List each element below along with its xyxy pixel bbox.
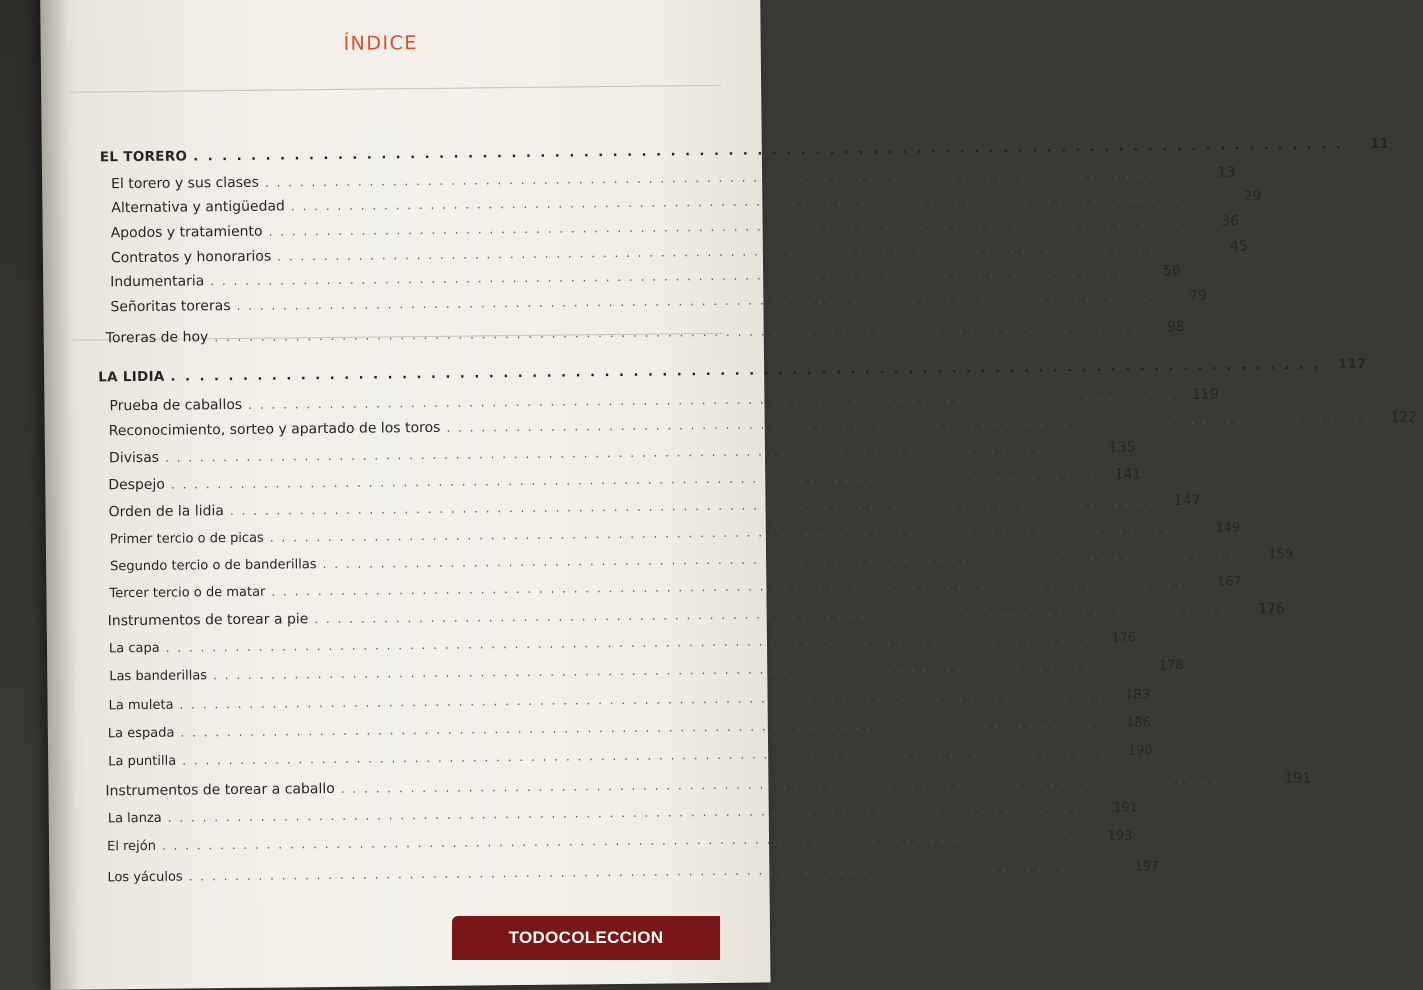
toc-page-number: 193 [1107,828,1133,844]
toc-entry [109,574,1242,602]
toc-page-number: 159 [1268,546,1294,563]
toc-entry [107,601,1285,630]
toc-entry [110,238,1248,267]
toc-entry-title: La puntilla [108,753,177,770]
toc-entry-title: Alternativa y antigüedad [111,198,285,217]
divider [69,85,721,93]
toc-entry-title: La lanza [107,810,162,827]
toc-entry [108,630,1137,657]
toc-entry [107,715,1151,742]
toc-entry-title: La espada [107,725,175,742]
dot-leader: . . . . . . . . . . . . . . . . . . . . . . . . . . . . . . . . . . . . . . . . . . . . . . . . . . . . . . . . . . . . . . . . . . . . . . . . . . . . . . . . [170,357,1321,385]
dot-leader: . . . . . . . . . . . . . . . . . . . . . . . . . . . . . . . . . . . . . . . . . . . . . . . . . . . . . . . . . . . . . . . . . . . . . . . . . . . . . . . . [236,289,1162,313]
toc-entry-title: Orden de la lidia [108,503,225,521]
toc-page-number: 176 [1257,601,1285,618]
toc-entry-title: Prueba de caballos [109,396,243,415]
toc-entry-title: Toreras de hoy [105,329,209,347]
dot-leader: . . . . . . . . . . . . . . . . . . . . . . . . . . . . . . . . . . . . . . . . . . . . . . . . . . . . . . . . . . . . . . . . . . . . . . . . . . . . . . . . [229,494,1155,519]
toc-entry [108,492,1201,521]
toc-entry [109,520,1241,548]
toc-entry-title: El rejón [107,838,156,855]
toc-entry-title: Indumentaria [110,273,205,291]
dot-leader: . . . . . . . . . . . . . . . . . . . . . . . . . . . . . . . . . . . . . . . . . . . . . . . . . . . . . . . . . . . . . . . . . . . . . . . . . . . . . . . . [193,137,1344,165]
toc-entry [110,263,1181,291]
toc-entry [111,164,1236,193]
toc-entry [108,466,1142,494]
toc-page-number: 147 [1173,492,1201,510]
dot-leader: . . . . . . . . . . . . . . . . . . . . . . . . . . . . . . . . . . . . . . . . . . . . . . . . . . . . . . . . . . . . . . . . . . . . . . . . . . . . . . . . [179,687,1105,712]
dot-leader: . . . . . . . . . . . . . . . . . . . . . . . . . . . . . . . . . . . . . . . . . . . . . . . . . . . . . . . . . . . . . . . . . . . . . . . . . . . . . . . . [271,574,1196,599]
toc-page-number: 197 [1134,859,1160,875]
toc-entry [109,658,1184,685]
toc-entry-title: La muleta [108,697,174,714]
toc-page-number: 167 [1216,574,1242,590]
toc-entry-title: EL TORERO [99,148,188,166]
toc-entry-title: Instrumentos de torear a caballo [105,780,335,800]
dot-leader: . . . . . . . . . . . . . . . . . . . . . . . . . . . . . . . . . . . . . . . . . . . . . . . . . . . . . . . . . . . . . . . . . . . . . . . . . . . . . . . . [269,520,1195,545]
toc-page-number: 191 [1113,800,1139,816]
toc-entry [105,770,1312,800]
dot-leader: . . . . . . . . . . . . . . . . . . . . . . . . . . . . . . . . . . . . . . . . . . . . . . . . . . . . . . . . . . . . . . . . . . . . . . . . . . . . . . . . [264,165,1190,190]
dot-leader: . . . . . . . . . . . . . . . . . . . . . . . . . . . . . . . . . . . . . . . . . . . . . . . . . . . . . . . . . . . . . . . . . . . . . . . . . . . . . . . . [248,388,1173,412]
toc-page-number: 119 [1191,386,1219,403]
toc-entry [107,828,1133,855]
toc-page-number: 149 [1215,520,1241,536]
toc-page-number: 56 [1162,263,1181,280]
toc-page-number: 29 [1243,188,1262,205]
toc-entry-title: Segundo tercio o de banderillas [110,557,317,575]
toc-page-number: 191 [1284,770,1312,788]
toc-page-number: 141 [1114,466,1142,483]
toc-entry-title: Señoritas toreras [110,298,231,316]
toc-entry-title: Reconocimiento, sorteo y apartado de los toros [108,419,441,440]
toc-entry [111,188,1262,217]
dot-leader: . . . . . . . . . . . . . . . . . . . . . . . . . . . . . . . . . . . . . . . . . . . . . . . . . . . . . . . . . . . . . . . . . . . . . . . . . . . . . . . . [210,264,1135,289]
dot-leader: . . . . . . . . . . . . . . . . . . . . . . . . . . . . . . . . . . . . . . . . . . . . . . . . . . . . . . . . . . . . . . . . . . . . . . . . . . . . . . . . [314,602,1239,627]
dot-leader: . . . . . . . . . . . . . . . . . . . . . . . . . . . . . . . . . . . . . . . . . . . . . . . . . . . . . . . . . . . . . . . . . . . . . . . . . . . . . . . . [182,743,1107,768]
toc-entry [108,409,1417,440]
toc-entry-title: Primer tercio o de picas [109,530,264,548]
dot-leader: . . . . . . . . . . . . . . . . . . . . . . . . . . . . . . . . . . . . . . . . . . . . . . . . . . . . . . . . . . . . . . . . . . . . . . . . . . . . . . . . [290,189,1216,214]
toc-page-number: 79 [1189,287,1208,304]
toc-entry [108,439,1136,467]
toc-entry-title: Los yáculos [107,869,183,886]
toc-page-number: 176 [1111,630,1137,646]
toc-entry-title: Instrumentos de torear a pie [107,611,309,630]
book-page [40,0,1417,990]
toc-entry-title: Tercer tercio o de matar [109,584,266,602]
toc-entry-title: La capa [108,640,160,657]
watermark-logo: TODOCOLECCION [452,916,720,960]
dot-leader: . . . . . . . . . . . . . . . . . . . . . . . . . . . . . . . . . . . . . . . . . . . . . . . . . . . . . . . . . . . . . . . . . . . . . . . . . . . . . . . . [268,214,1194,239]
dot-leader: . . . . . . . . . . . . . . . . . . . . . . . . . . . . . . . . . . . . . . . . . . . . . . . . . . . . . . . . . . . . . . . . . . . . . . . . . . . . . . . . [180,715,1105,740]
toc-entry [107,859,1160,886]
toc-section-entry [98,356,1367,386]
toc-entry-title: Las banderillas [109,668,208,685]
toc-entry [110,546,1294,575]
toc-page-number: 122 [1390,409,1417,426]
toc-page-number: 190 [1127,743,1153,759]
dot-leader: . . . . . . . . . . . . . . . . . . . . . . . . . . . . . . . . . . . . . . . . . . . . . . . . . . . . . . . . . . . . . . . . . . . . . . . . . . . . . . . . [340,772,1266,796]
dot-leader: . . . . . . . . . . . . . . . . . . . . . . . . . . . . . . . . . . . . . . . . . . . . . . . . . . . . . . . . . . . . . . . . . . . . . . . . . . . . . . . . [165,631,1091,655]
dot-leader: . . . . . . . . . . . . . . . . . . . . . . . . . . . . . . . . . . . . . . . . . . . . . . . . . . . . . . . . . . . . . . . . . . . . . . . . . . . . . . . . [322,547,1248,572]
toc-page-number: 117 [1337,356,1367,373]
toc-entry [108,743,1153,770]
dot-leader: . . . . . . . . . . . . . . . . . . . . . . . . . . . . . . . . . . . . . . . . . . . . . . . . . . . . . . . . . . . . . . . . . . . . . . . . . . . . . . . . [170,467,1096,492]
toc-entry [110,213,1240,242]
dot-leader: . . . . . . . . . . . . . . . . . . . . . . . . . . . . . . . . . . . . . . . . . . . . . . . . . . . . . . . . . . . . . . . . . . . . . . . . . . . . . . . . [277,239,1202,264]
toc-page-number: 11 [1369,135,1390,153]
dot-leader: . . . . . . . . . . . . . . . . . . . . . . . . . . . . . . . . . . . . . . . . . . . . . . . . . . . . . . . . . . . . . . . . . . . . . . . . . . . . . . . . [167,801,1093,825]
toc-entry-title: Apodos y tratamiento [110,223,263,242]
dot-leader: . . . . . . . . . . . . . . . . . . . . . . . . . . . . . . . . . . . . . . . . . . . . . . . . . . . . . . . . . . . . . . . . . . . . . . . . . . . . . . . . [212,658,1138,683]
toc-entry [108,687,1151,714]
toc-entry [110,287,1208,316]
toc-entry-title: LA LIDIA [98,368,165,386]
toc-page-number: 13 [1217,164,1236,181]
toc-page-number: 135 [1108,439,1136,456]
toc-entry [109,386,1219,415]
toc-page-number: 183 [1125,687,1151,703]
toc-page-number: 45 [1229,238,1248,255]
dot-leader: . . . . . . . . . . . . . . . . . . . . . . . . . . . . . . . . . . . . . . . . . . . . . . . . . . . . . . . . . . . . . . . . . . . . . . . . . . . . . . . . [446,411,1371,435]
dot-leader: . . . . . . . . . . . . . . . . . . . . . . . . . . . . . . . . . . . . . . . . . . . . . . . . . . . . . . . . . . . . . . . . . . . . . . . . . . . . . . . . [214,320,1139,345]
toc-entry [107,800,1139,827]
toc-entry-title: El torero y sus clases [111,174,259,193]
toc-section-entry [99,135,1390,166]
dot-leader: . . . . . . . . . . . . . . . . . . . . . . . . . . . . . . . . . . . . . . . . . . . . . . . . . . . . . . . . . . . . . . . . . . . . . . . . . . . . . . . . [188,859,1114,884]
toc-entry-title: Despejo [108,476,166,494]
toc-entry-title: Contratos y honorarios [110,248,272,267]
dot-leader: . . . . . . . . . . . . . . . . . . . . . . . . . . . . . . . . . . . . . . . . . . . . . . . . . . . . . . . . . . . . . . . . . . . . . . . . . . . . . . . . [161,829,1087,853]
toc-page-number: 178 [1158,658,1184,674]
dot-leader: . . . . . . . . . . . . . . . . . . . . . . . . . . . . . . . . . . . . . . . . . . . . . . . . . . . . . . . . . . . . . . . . . . . . . . . . . . . . . . . . [164,441,1090,465]
toc-entry-title: Divisas [108,449,160,467]
toc-page-number: 36 [1221,213,1240,230]
toc-entry [105,319,1185,347]
toc-page-number: 98 [1166,319,1185,336]
page-gutter-shadow [40,0,79,990]
toc-page-number: 186 [1125,715,1151,731]
page-title: ÍNDICE [343,32,418,55]
